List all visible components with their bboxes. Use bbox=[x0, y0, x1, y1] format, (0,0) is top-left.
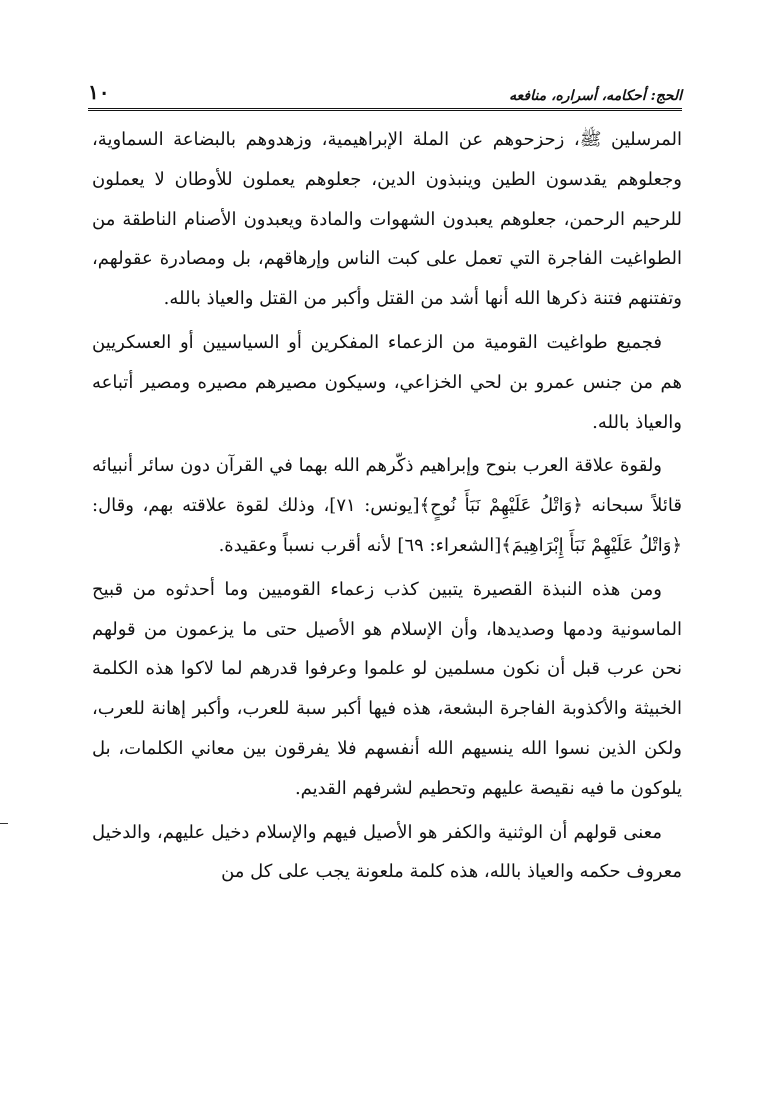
margin-mark bbox=[0, 823, 8, 824]
body-text bbox=[92, 120, 682, 892]
paragraph-1: المرسلين ﷺ، زحزحوهم عن الملة الإبراهيمية، وزهدوهم بالبضاعة السماوية، وجعلوهم يقدسون الطين وينبذون الدين، جعلوهم يعملون للأوطان لا يعملون للرحيم الرحمن، جعلوهم يعبدون الشهوات والمادة ويعبدون الأصنام الناطقة من الطواغيت الفاجرة التي تعمل على كبت الناس وإرهاقهم، بل ومصادرة عقولهم، وتفتنهم فتنة ذكرها الله أنها أشد من القتل وأكبر من القتل والعياذ بالله. bbox=[92, 129, 682, 310]
running-title: الحج: أحكامه، أسراره، منافعه bbox=[509, 88, 682, 104]
paragraph-3: ولقوة علاقة العرب بنوح وإبراهيم ذكّرهم الله بهما في القرآن دون سائر أنبيائه قائلاً سبحانه ﴿وَاتْلُ عَلَيْهِمْ نَبَأَ نُوحٍ﴾[يونس: ٧١]، وذلك لقوة علاقته بهم، وقال: ﴿وَاتْلُ عَلَيْهِمْ نَبَأَ إِبْرَاهِيمَ﴾[الشعراء: ٦٩] لأنه أقرب نسباً وعقيدة. bbox=[92, 455, 683, 556]
page-header bbox=[88, 72, 682, 104]
header-divider bbox=[88, 108, 682, 111]
paragraph-4: ومن هذه النبذة القصيرة يتبين كذب زعماء القوميين وما أحدثوه من قبيح الماسونية ودمها وصديدها، وأن الإسلام هو الأصيل حتى ما يزعمون من قولهم نحن عرب قبل أن نكون مسلمين لو علموا وعرفوا قدرهم لما لاكوا هذه الكلمة الخبيثة والأكذوبة الفاجرة البشعة، هذه فيها أكبر سبة للعرب، وأكبر إهانة للعرب، ولكن الذين نسوا الله ينسيهم الله أنفسهم فلا يفرقون بين معاني الكلمات، بل يلوكون ما فيه نقيصة عليهم وتحطيم لشرفهم القديم. bbox=[92, 578, 682, 799]
paragraph-2: فجميع طواغيت القومية من الزعماء المفكرين أو السياسيين أو العسكريين هم من جنس عمرو بن لحي الخزاعي، وسيكون مصيرهم مصيره ومصير أتباعه والعياذ بالله. bbox=[92, 331, 682, 433]
paragraph-5: معنى قولهم أن الوثنية والكفر هو الأصيل فيهم والإسلام دخيل عليهم، والدخيل معروف حكمه والعياذ بالله، هذه كلمة ملعونة يجب على كل من bbox=[92, 821, 682, 883]
page-number: ١٠ bbox=[88, 80, 110, 104]
